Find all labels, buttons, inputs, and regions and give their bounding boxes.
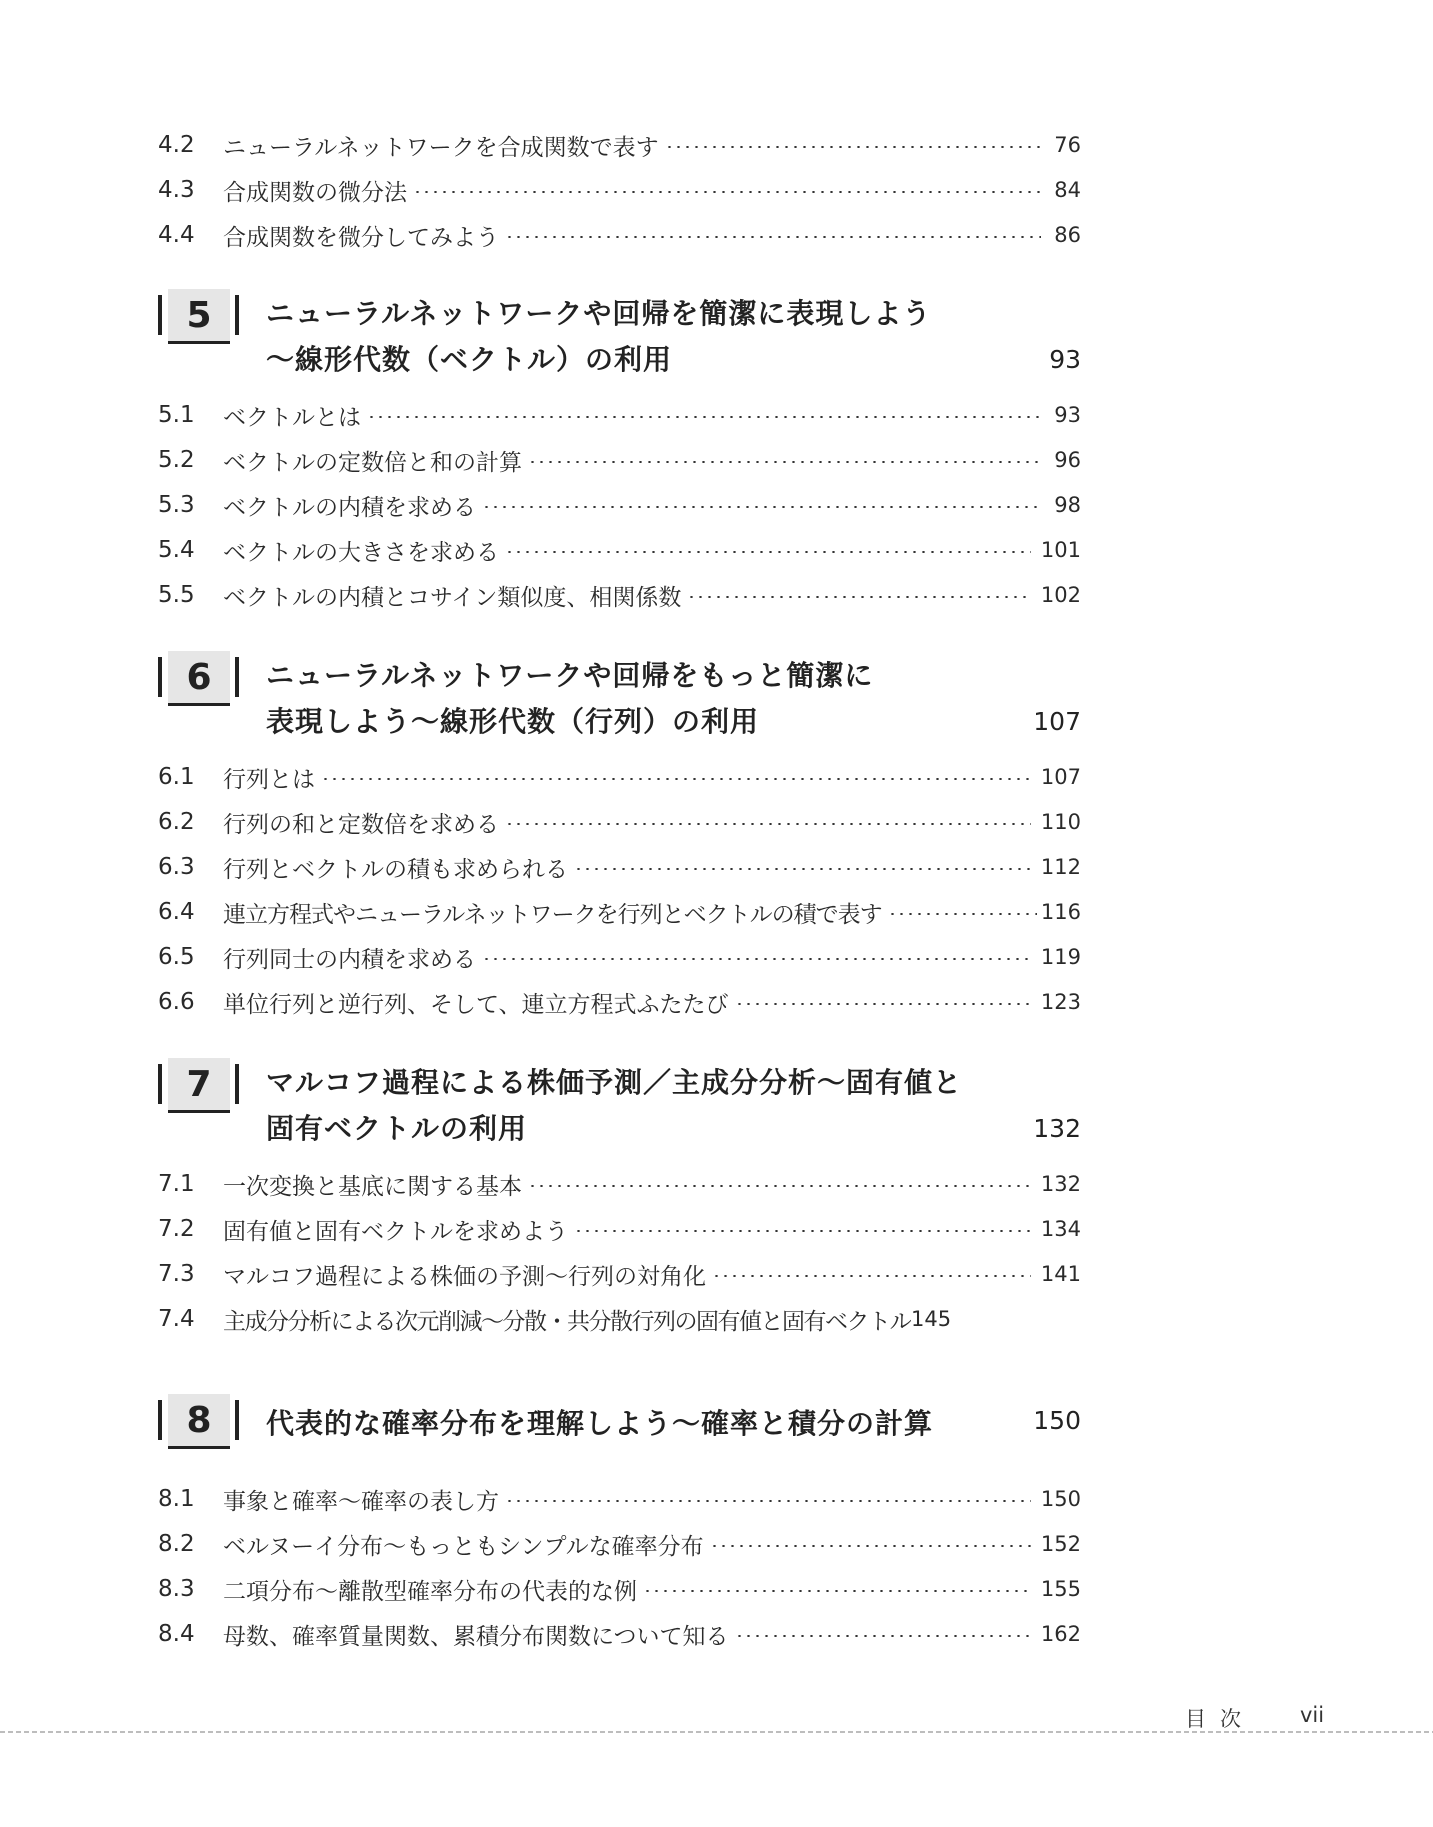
- page-number: 152: [1040, 1532, 1081, 1556]
- dot-leader: [687, 596, 1031, 598]
- chapter-number: 8: [168, 1394, 230, 1449]
- toc-entry-4-3[interactable]: [158, 172, 1081, 208]
- section-title: ベクトルの内積とコサイン類似度、相関係数: [223, 584, 682, 611]
- section-title: ベクトルの大きさを求める: [223, 539, 499, 566]
- dot-leader: [413, 191, 1041, 193]
- toc-entry-8-4[interactable]: [158, 1616, 1081, 1652]
- section-title: 行列とは: [223, 766, 315, 793]
- page-number: 134: [1040, 1217, 1081, 1241]
- page-number: 141: [1040, 1262, 1081, 1286]
- page-number: 155: [1040, 1577, 1081, 1601]
- page-number: 116: [1040, 900, 1081, 924]
- page-number: 107: [1040, 765, 1081, 789]
- trim-line: [0, 1731, 1433, 1733]
- toc-entry-5-1[interactable]: [158, 397, 1081, 433]
- toc-entry-4-2[interactable]: [158, 127, 1081, 163]
- dot-leader: [482, 958, 1031, 960]
- dot-leader: [735, 1635, 1031, 1637]
- toc-entry-8-3[interactable]: [158, 1571, 1081, 1607]
- toc-entry-7-2[interactable]: [158, 1211, 1081, 1247]
- dot-leader: [505, 1500, 1031, 1502]
- chapter-title-line1: 代表的な確率分布を理解しよう～確率と積分の計算: [266, 1407, 934, 1440]
- section-number: 7.1: [158, 1171, 195, 1197]
- section-title: 単位行列と逆行列、そして、連立方程式ふたたび: [223, 991, 729, 1018]
- toc-entry-5-3[interactable]: [158, 487, 1081, 523]
- chapter-title-line2: 固有ベクトルの利用: [266, 1112, 528, 1145]
- section-title: 合成関数の微分法: [223, 179, 407, 206]
- toc-entry-7-3[interactable]: [158, 1256, 1081, 1292]
- section-number: 7.3: [158, 1261, 195, 1287]
- toc-entry-5-5[interactable]: [158, 577, 1081, 613]
- section-number: 6.2: [158, 809, 195, 835]
- section-number: 5.2: [158, 447, 195, 473]
- toc-entry-6-3[interactable]: [158, 849, 1081, 885]
- chapter-badge: [158, 289, 240, 349]
- chapter-page-number: 132: [1033, 1114, 1081, 1143]
- running-footer-label: 目次: [1185, 1707, 1255, 1731]
- section-title: ベクトルとは: [223, 404, 361, 431]
- page-number: 86: [1054, 223, 1081, 247]
- page-number: 93: [1054, 403, 1081, 427]
- page-number: 76: [1054, 133, 1081, 157]
- section-title: ベクトルの定数倍と和の計算: [223, 449, 522, 476]
- section-number: 4.4: [158, 222, 195, 248]
- section-title: ニューラルネットワークを合成関数で表す: [223, 134, 659, 161]
- page-number: 123: [1040, 990, 1081, 1014]
- chapter-badge: [158, 1394, 240, 1454]
- dot-leader: [574, 868, 1031, 870]
- section-title: ベクトルの内積を求める: [223, 494, 476, 521]
- page-number: 162: [1040, 1622, 1081, 1646]
- section-number: 7.2: [158, 1216, 195, 1242]
- section-number: 4.2: [158, 132, 195, 158]
- dot-leader: [528, 1185, 1031, 1187]
- section-number: 4.3: [158, 177, 195, 203]
- toc-entry-5-4[interactable]: [158, 532, 1081, 568]
- section-number: 5.3: [158, 492, 195, 518]
- section-number: 8.3: [158, 1576, 195, 1602]
- page-number: 98: [1054, 493, 1081, 517]
- dot-leader: [574, 1230, 1031, 1232]
- toc-entry-6-1[interactable]: [158, 759, 1081, 795]
- section-number: 8.2: [158, 1531, 195, 1557]
- chapter-number: 5: [168, 289, 230, 344]
- page-number: 145: [911, 1307, 952, 1331]
- chapter-number: 7: [168, 1058, 230, 1113]
- dot-leader: [482, 506, 1041, 508]
- toc-entry-6-2[interactable]: [158, 804, 1081, 840]
- chapter-badge: [158, 651, 240, 711]
- section-title: 行列の和と定数倍を求める: [223, 811, 499, 838]
- page-number: 101: [1040, 538, 1081, 562]
- page-number: 132: [1040, 1172, 1081, 1196]
- section-number: 5.1: [158, 402, 195, 428]
- toc-entry-7-4[interactable]: [158, 1301, 1081, 1337]
- section-title: ベルヌーイ分布～もっともシンプルな確率分布: [223, 1533, 704, 1560]
- page-number: 84: [1054, 178, 1081, 202]
- chapter-page-number: 107: [1033, 707, 1081, 736]
- page-number: 112: [1040, 855, 1081, 879]
- chapter-title-line2: ～線形代数（ベクトル）の利用: [266, 343, 673, 376]
- page-number: 110: [1040, 810, 1081, 834]
- section-number: 8.1: [158, 1486, 195, 1512]
- dot-leader: [505, 551, 1031, 553]
- dot-leader: [735, 1003, 1031, 1005]
- dot-leader: [710, 1545, 1031, 1547]
- toc-entry-8-2[interactable]: [158, 1526, 1081, 1562]
- section-title: 連立方程式やニューラルネットワークを行列とベクトルの積で表す: [223, 901, 882, 928]
- chapter-badge: [158, 1058, 240, 1118]
- section-number: 8.4: [158, 1621, 195, 1647]
- section-title: 行列とベクトルの積も求められる: [223, 856, 568, 883]
- section-title: 固有値と固有ベクトルを求めよう: [223, 1218, 568, 1245]
- dot-leader: [505, 823, 1031, 825]
- section-title: 母数、確率質量関数、累積分布関数について知る: [223, 1623, 729, 1650]
- section-title: 合成関数を微分してみよう: [223, 224, 499, 251]
- dot-leader: [528, 461, 1041, 463]
- section-number: 6.1: [158, 764, 195, 790]
- section-title: マルコフ過程による株価の予測～行列の対角化: [223, 1263, 706, 1290]
- section-title: 主成分分析による次元削減～分散・共分散行列の固有値と固有ベクトル: [223, 1308, 911, 1335]
- dot-leader: [712, 1275, 1031, 1277]
- section-number: 5.5: [158, 582, 195, 608]
- dot-leader: [367, 416, 1041, 418]
- chapter-title-line1: マルコフ過程による株価予測／主成分分析～固有値と: [266, 1066, 963, 1099]
- dot-leader: [665, 146, 1041, 148]
- section-number: 6.6: [158, 989, 195, 1015]
- toc-entry-6-6[interactable]: [158, 984, 1081, 1020]
- section-number: 6.4: [158, 899, 195, 925]
- dot-leader: [643, 1590, 1031, 1592]
- section-number: 6.3: [158, 854, 195, 880]
- page-number: 119: [1040, 945, 1081, 969]
- dot-leader: [888, 913, 1037, 915]
- page-number: 102: [1040, 583, 1081, 607]
- page-number: 96: [1054, 448, 1081, 472]
- toc-entry-4-4[interactable]: [158, 217, 1081, 253]
- folio-page-number: vii: [1300, 1703, 1325, 1727]
- section-title: 行列同士の内積を求める: [223, 946, 476, 973]
- section-title: 事象と確率～確率の表し方: [223, 1488, 499, 1515]
- toc-entry-5-2[interactable]: [158, 442, 1081, 478]
- section-title: 二項分布～離散型確率分布の代表的な例: [223, 1578, 637, 1605]
- chapter-title-line1: ニューラルネットワークや回帰を簡潔に表現しよう: [266, 297, 932, 330]
- dot-leader: [505, 236, 1041, 238]
- chapter-page-number: 93: [1049, 345, 1081, 374]
- chapter-number: 6: [168, 651, 230, 706]
- chapter-title-line2: 表現しよう～線形代数（行列）の利用: [266, 705, 760, 738]
- table-of-contents: [158, 0, 1081, 1827]
- chapter-page-number: 150: [1033, 1406, 1081, 1435]
- toc-entry-7-1[interactable]: [158, 1166, 1081, 1202]
- toc-entry-6-5[interactable]: [158, 939, 1081, 975]
- chapter-title-line1: ニューラルネットワークや回帰をもっと簡潔に: [266, 659, 874, 692]
- section-number: 6.5: [158, 944, 195, 970]
- section-number: 5.4: [158, 537, 195, 563]
- toc-entry-8-1[interactable]: [158, 1481, 1081, 1517]
- dot-leader: [321, 778, 1031, 780]
- toc-entry-6-4[interactable]: [158, 894, 1081, 930]
- page-number: 150: [1040, 1487, 1081, 1511]
- section-title: 一次変換と基底に関する基本: [223, 1173, 522, 1200]
- section-number: 7.4: [158, 1306, 195, 1332]
